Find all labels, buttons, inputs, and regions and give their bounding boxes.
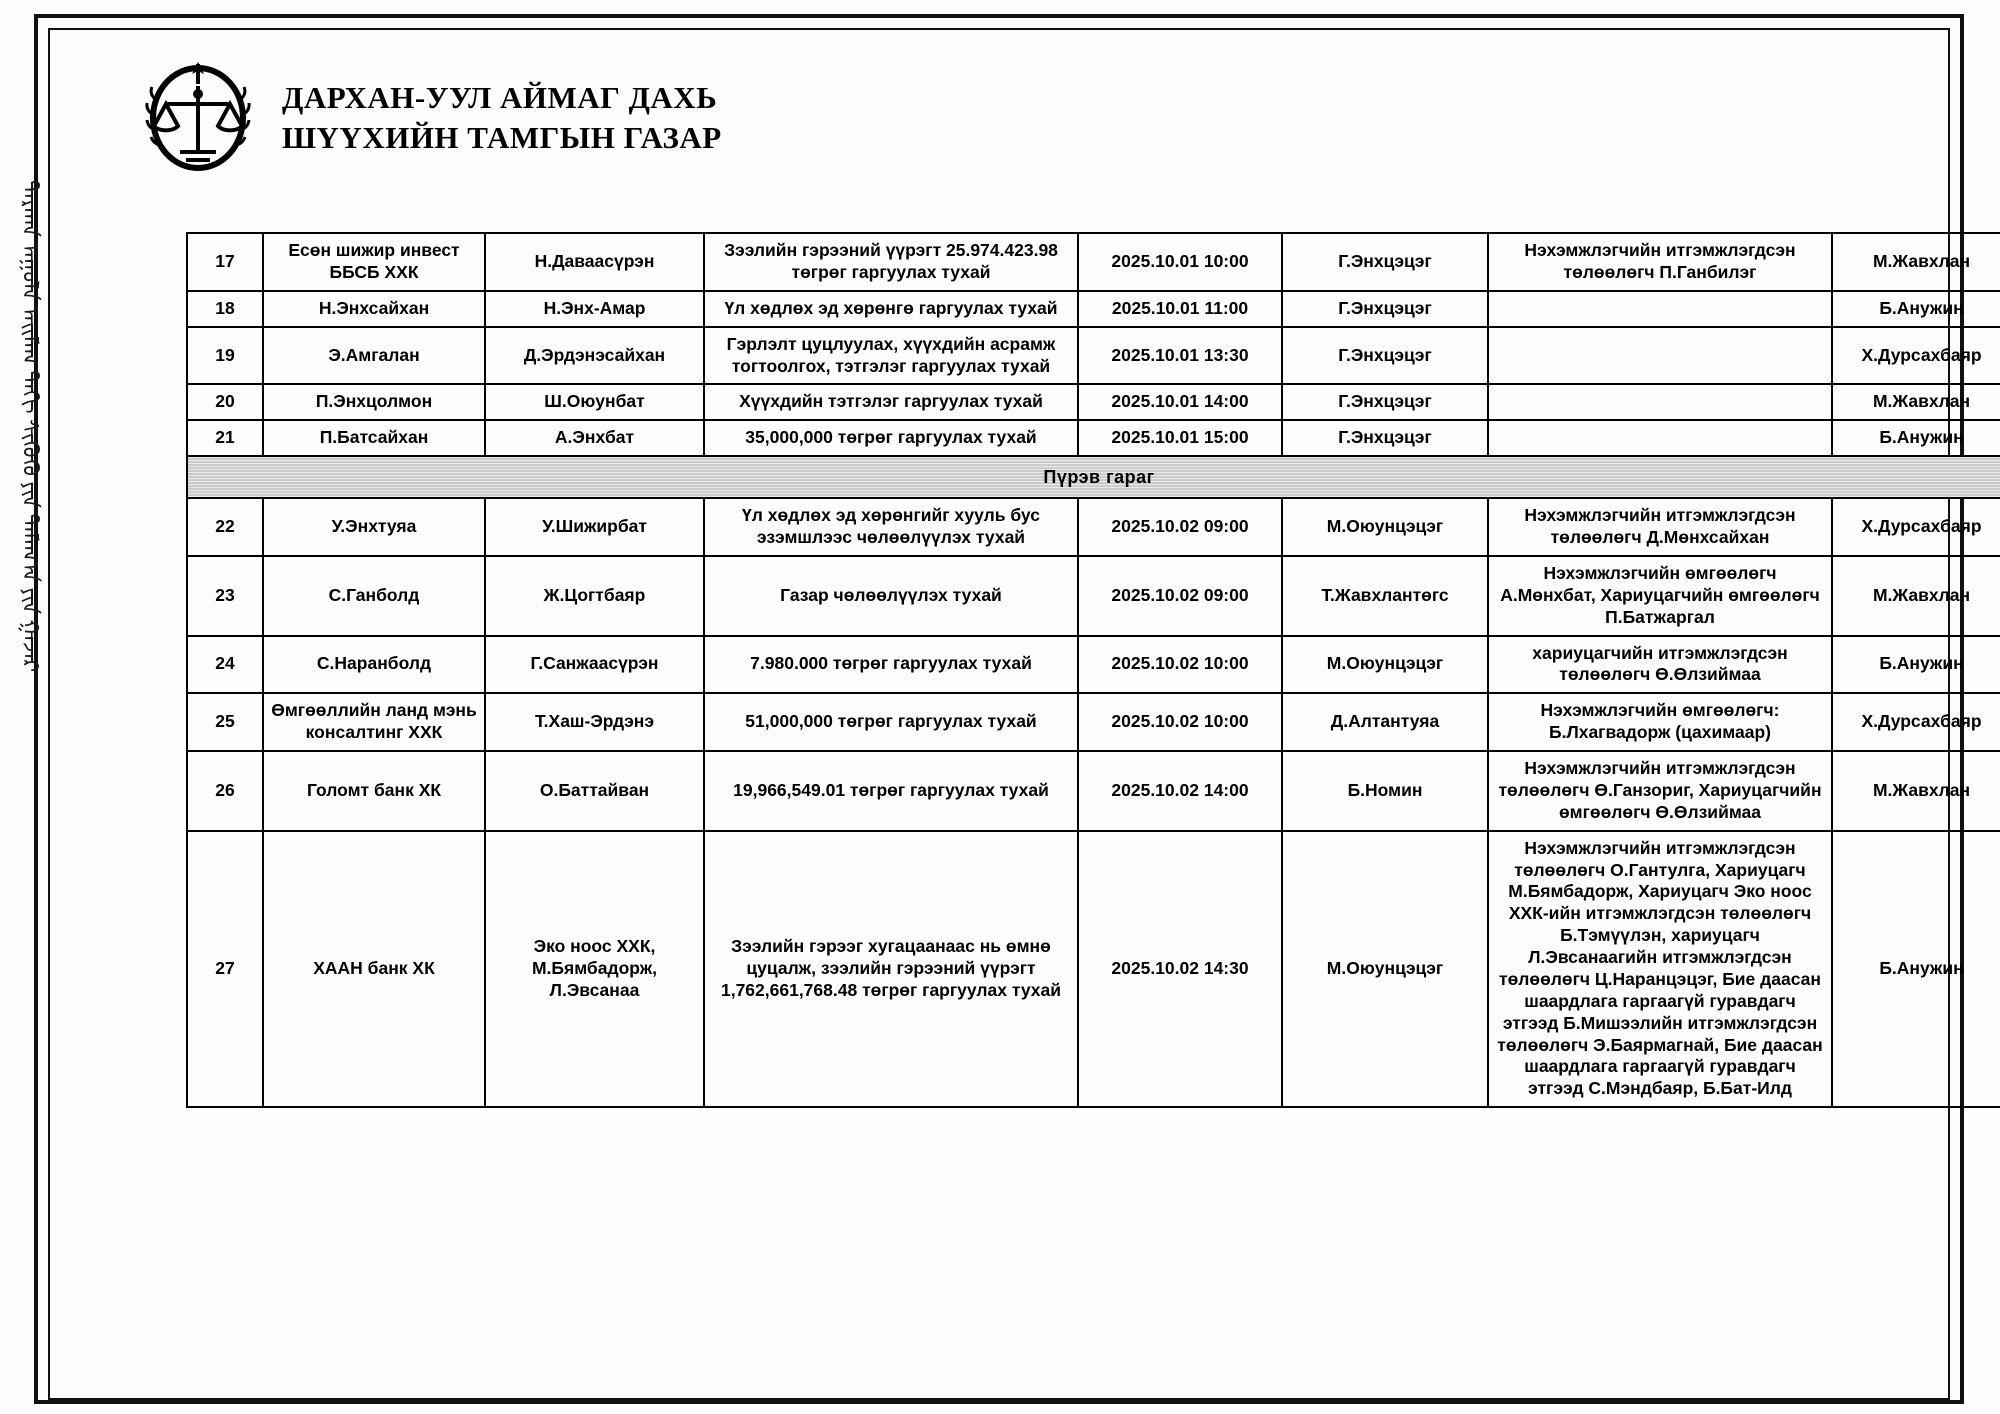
- participants: [1488, 384, 1832, 420]
- court-secretary: Б.Анужин: [1832, 831, 2000, 1108]
- defendant: У.Шижирбат: [485, 498, 704, 556]
- defendant: Н.Даваасүрэн: [485, 233, 704, 291]
- hearing-time: 2025.10.02 14:00: [1078, 751, 1282, 831]
- table-row: [187, 498, 2000, 556]
- judge: М.Оюунцэцэг: [1282, 498, 1488, 556]
- row-number: 20: [187, 384, 263, 420]
- judge: Т.Жавхлантөгс: [1282, 556, 1488, 636]
- plaintiff: ХААН банк ХК: [263, 831, 485, 1108]
- hearing-time: 2025.10.01 15:00: [1078, 420, 1282, 456]
- judge: Д.Алтантуяа: [1282, 693, 1488, 751]
- court-emblem-icon: [140, 60, 256, 176]
- court-schedule-table-wrapper: [186, 232, 1982, 1108]
- row-number: 23: [187, 556, 263, 636]
- court-secretary: Б.Анужин: [1832, 420, 2000, 456]
- plaintiff: П.Батсайхан: [263, 420, 485, 456]
- row-number: 18: [187, 291, 263, 327]
- court-secretary: М.Жавхлан: [1832, 384, 2000, 420]
- participants: Нэхэмжлэгчийн итгэмжлэгдсэн төлөөлөгч П.Ганбилэг: [1488, 233, 1832, 291]
- case-subject: Зээлийн гэрээг хугацаанаас нь өмнө цуцалж, зээлийн гэрээний үүрэгт 1,762,661,768.48 төгрөг гаргуулах тухай: [704, 831, 1078, 1108]
- case-subject: Үл хөдлөх эд хөрөнгө гаргуулах тухай: [704, 291, 1078, 327]
- plaintiff: Э.Амгалан: [263, 327, 485, 385]
- table-row: [187, 384, 2000, 420]
- judge: Г.Энхцэцэг: [1282, 384, 1488, 420]
- table-row: [187, 693, 2000, 751]
- hearing-time: 2025.10.02 09:00: [1078, 556, 1282, 636]
- defendant: Ж.Цогтбаяр: [485, 556, 704, 636]
- table-row: [187, 831, 2000, 1108]
- organization-title: [282, 78, 722, 157]
- participants: Нэхэмжлэгчийн итгэмжлэгдсэн төлөөлөгч О.Гантулга, Хариуцагч М.Бямбадорж, Хариуцагч Эко ноос ХХК-ийн итгэмжлэгдсэн төлөөлөгч Б.Тэмүүлэн, хариуцагч Л.Эвсанаагийн итгэмжлэгдсэн төлөөлөгч Ц.Наранцэцэг, Бие даасан шаардлага гаргаагүй гуравдагч этгээд Б.Мишээлийн итгэмжлэгдсэн төлөөлөгч Э.Баярмагнай, Бие даасан шаардлага гаргаагүй гуравдагч этгээд С.Мэндбаяр, Б.Бат-Илд: [1488, 831, 1832, 1108]
- hearing-time: 2025.10.01 10:00: [1078, 233, 1282, 291]
- court-secretary: М.Жавхлан: [1832, 556, 2000, 636]
- case-subject: Газар чөлөөлүүлэх тухай: [704, 556, 1078, 636]
- plaintiff: Н.Энхсайхан: [263, 291, 485, 327]
- org-title-line-1: ДАРХАН-УУЛ АЙМАГ ДАХЬ: [282, 80, 718, 116]
- judge: М.Оюунцэцэг: [1282, 831, 1488, 1108]
- participants: [1488, 420, 1832, 456]
- plaintiff: С.Ганболд: [263, 556, 485, 636]
- org-title-line-2: ШҮҮХИЙН ТАМГЫН ГАЗАР: [282, 120, 722, 155]
- plaintiff: У.Энхтуяа: [263, 498, 485, 556]
- hearing-time: 2025.10.01 13:30: [1078, 327, 1282, 385]
- case-subject: Гэрлэлт цуцлуулах, хүүхдийн асрамж тогтоолгох, тэтгэлэг гаргуулах тухай: [704, 327, 1078, 385]
- table-row: [187, 751, 2000, 831]
- row-number: 26: [187, 751, 263, 831]
- judge: Г.Энхцэцэг: [1282, 291, 1488, 327]
- row-number: 22: [187, 498, 263, 556]
- court-secretary: Б.Анужин: [1832, 291, 2000, 327]
- table-row: [187, 291, 2000, 327]
- hearing-time: 2025.10.02 09:00: [1078, 498, 1282, 556]
- hearing-time: 2025.10.01 11:00: [1078, 291, 1282, 327]
- row-number: 24: [187, 636, 263, 694]
- row-number: 25: [187, 693, 263, 751]
- defendant: Г.Санжаасүрэн: [485, 636, 704, 694]
- table-row: [187, 233, 2000, 291]
- judge: Г.Энхцэцэг: [1282, 233, 1488, 291]
- judge: М.Оюунцэцэг: [1282, 636, 1488, 694]
- court-secretary: М.Жавхлан: [1832, 233, 2000, 291]
- judge: Г.Энхцэцэг: [1282, 327, 1488, 385]
- defendant: Н.Энх-Амар: [485, 291, 704, 327]
- case-subject: Хүүхдийн тэтгэлэг гаргуулах тухай: [704, 384, 1078, 420]
- court-secretary: Х.Дурсахбаяр: [1832, 693, 2000, 751]
- table-row: [187, 556, 2000, 636]
- defendant: А.Энхбат: [485, 420, 704, 456]
- participants: Нэхэмжлэгчийн өмгөөлөгч А.Мөнхбат, Хариуцагчийн өмгөөлөгч П.Батжаргал: [1488, 556, 1832, 636]
- plaintiff: П.Энхцолмон: [263, 384, 485, 420]
- participants: хариуцагчийн итгэмжлэгдсэн төлөөлөгч Ө.Өлзиймаа: [1488, 636, 1832, 694]
- case-subject: 19,966,549.01 төгрөг гаргуулах тухай: [704, 751, 1078, 831]
- day-separator-row: [187, 456, 2000, 498]
- table-row: [187, 327, 2000, 385]
- document-header: [140, 60, 722, 176]
- case-subject: 35,000,000 төгрөг гаргуулах тухай: [704, 420, 1078, 456]
- day-separator-label: Пүрэв гараг: [187, 456, 2000, 498]
- vertical-mongolian-script: ᠳᠠᠷᠬᠠᠨ ᠠᠭᠤᠯᠠ ᠠᠢᠮᠠᠭ ᠳᠠᠬᠢ ᠰᠢᠭᠦᠬᠦ ᠶᠢᠨ ᠲᠠᠮᠠᠭ᠎ᠠ ᠶᠢᠨ ᠭᠠᠵᠠᠷ: [18, 180, 44, 673]
- defendant: Ш.Оюунбат: [485, 384, 704, 420]
- participants: Нэхэмжлэгчийн итгэмжлэгдсэн төлөөлөгч Ө.Ганзориг, Хариуцагчийн өмгөөлөгч Ө.Өлзиймаа: [1488, 751, 1832, 831]
- plaintiff: С.Наранболд: [263, 636, 485, 694]
- defendant: О.Баттайван: [485, 751, 704, 831]
- participants: [1488, 327, 1832, 385]
- hearing-time: 2025.10.02 10:00: [1078, 636, 1282, 694]
- plaintiff: Есөн шижир инвест ББСБ ХХК: [263, 233, 485, 291]
- case-subject: 7.980.000 төгрөг гаргуулах тухай: [704, 636, 1078, 694]
- case-subject: Үл хөдлөх эд хөрөнгийг хууль бус эзэмшлээс чөлөөлүүлэх тухай: [704, 498, 1078, 556]
- judge: Г.Энхцэцэг: [1282, 420, 1488, 456]
- case-subject: Зээлийн гэрээний үүрэгт 25.974.423.98 төгрөг гаргуулах тухай: [704, 233, 1078, 291]
- hearing-time: 2025.10.02 14:30: [1078, 831, 1282, 1108]
- plaintiff: Голомт банк ХК: [263, 751, 485, 831]
- participants: Нэхэмжлэгчийн итгэмжлэгдсэн төлөөлөгч Д.Мөнхсайхан: [1488, 498, 1832, 556]
- row-number: 27: [187, 831, 263, 1108]
- defendant: Эко ноос ХХК, М.Бямбадорж, Л.Эвсанаа: [485, 831, 704, 1108]
- hearing-time: 2025.10.01 14:00: [1078, 384, 1282, 420]
- plaintiff: Өмгөөллийн ланд мэнь консалтинг ХХК: [263, 693, 485, 751]
- court-secretary: Х.Дурсахбаяр: [1832, 327, 2000, 385]
- court-schedule-table: [186, 232, 2000, 1108]
- hearing-time: 2025.10.02 10:00: [1078, 693, 1282, 751]
- court-secretary: Х.Дурсахбаяр: [1832, 498, 2000, 556]
- court-secretary: Б.Анужин: [1832, 636, 2000, 694]
- participants: Нэхэмжлэгчийн өмгөөлөгч: Б.Лхагвадорж (цахимаар): [1488, 693, 1832, 751]
- court-secretary: М.Жавхлан: [1832, 751, 2000, 831]
- defendant: Д.Эрдэнэсайхан: [485, 327, 704, 385]
- row-number: 19: [187, 327, 263, 385]
- row-number: 17: [187, 233, 263, 291]
- table-row: [187, 636, 2000, 694]
- row-number: 21: [187, 420, 263, 456]
- case-subject: 51,000,000 төгрөг гаргуулах тухай: [704, 693, 1078, 751]
- defendant: Т.Хаш-Эрдэнэ: [485, 693, 704, 751]
- judge: Б.Номин: [1282, 751, 1488, 831]
- table-row: [187, 420, 2000, 456]
- participants: [1488, 291, 1832, 327]
